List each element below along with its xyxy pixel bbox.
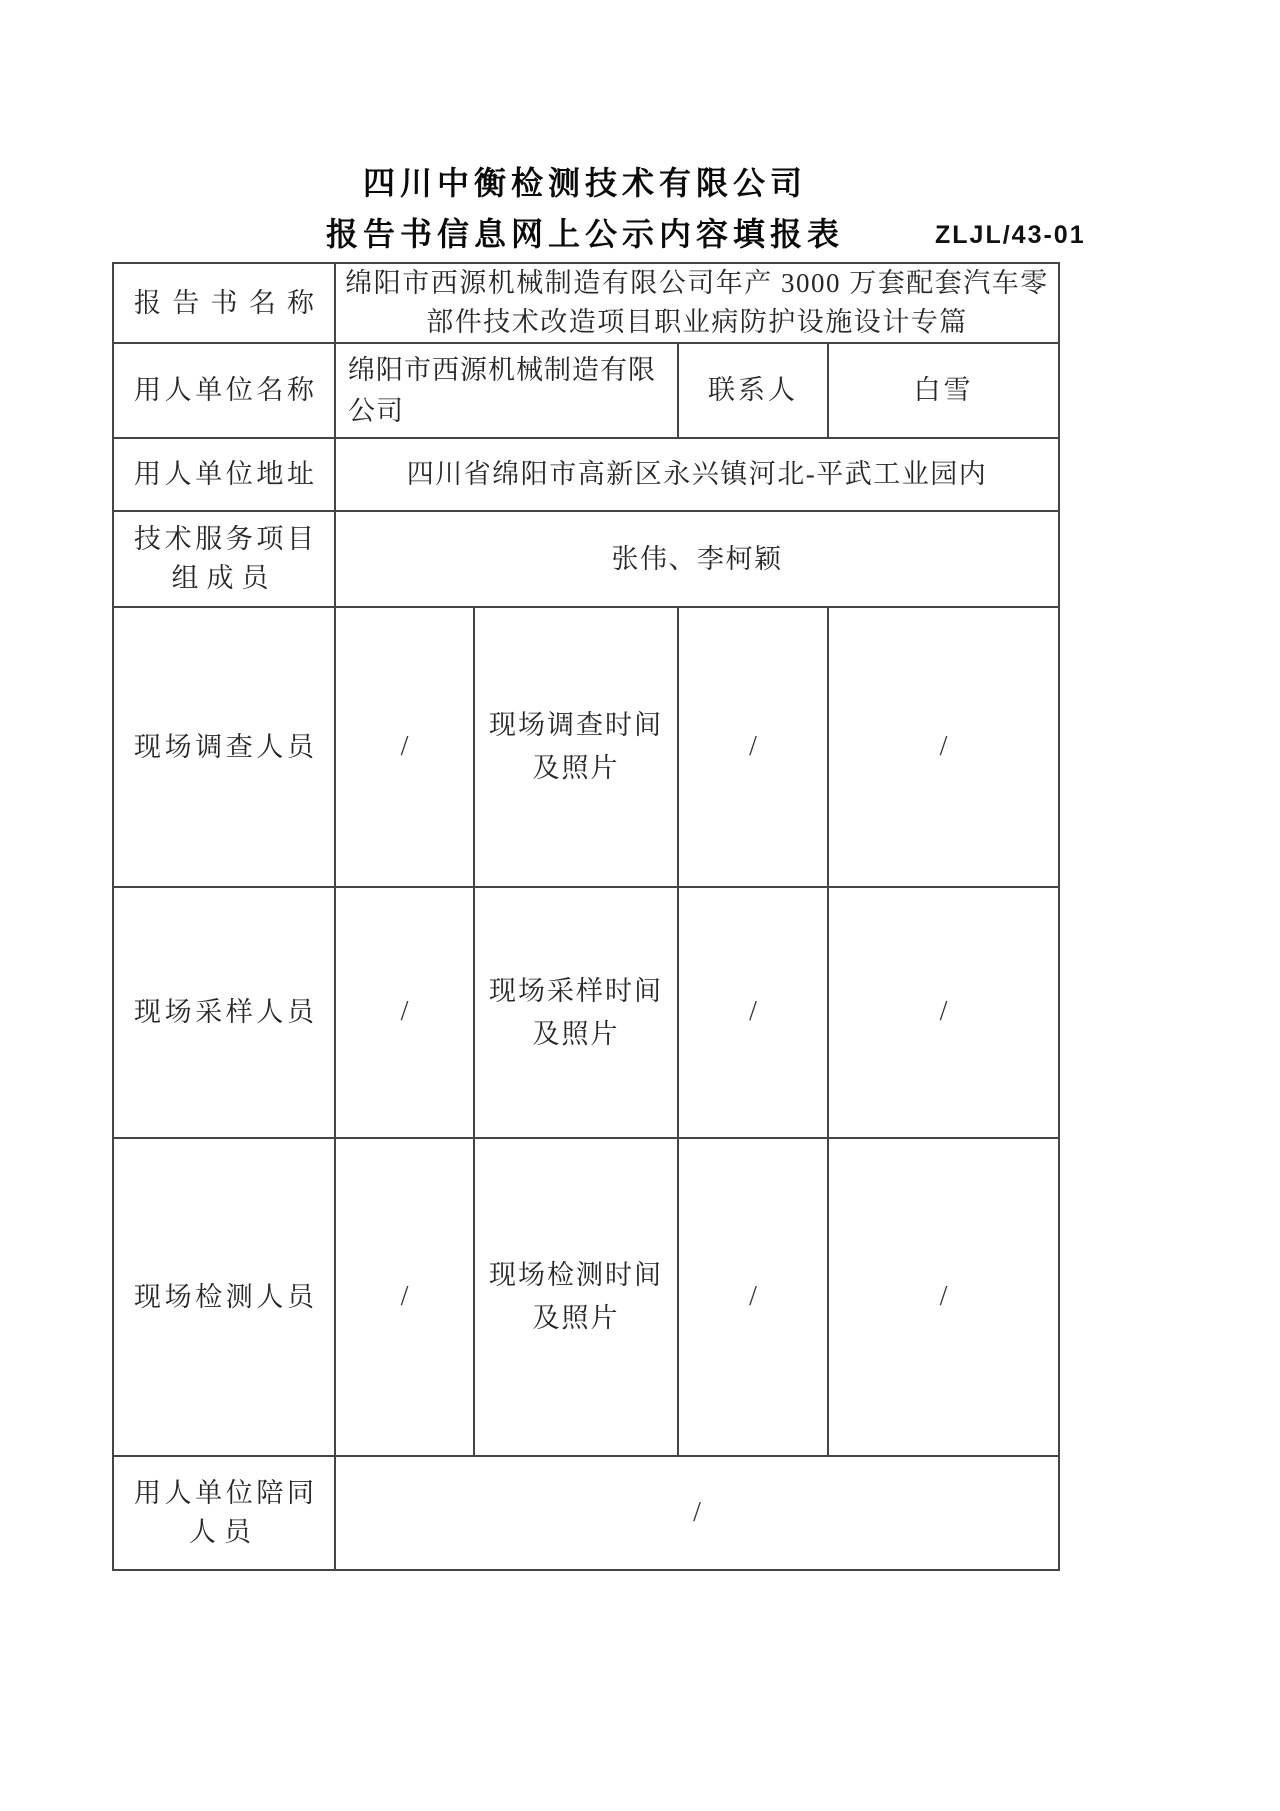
testing-time-value-cell bbox=[678, 1138, 828, 1456]
employer-address-label: 用人单位地址 bbox=[134, 459, 314, 490]
testing-time-label-line2: 及照片 bbox=[532, 1303, 620, 1334]
escort-label-cell bbox=[113, 1456, 335, 1570]
employer-address-label-cell bbox=[113, 438, 335, 511]
row-survey bbox=[113, 607, 1059, 887]
sampling-photo-value-cell bbox=[828, 887, 1059, 1138]
testing-photo-value-cell bbox=[828, 1138, 1059, 1456]
escort-value-cell bbox=[335, 1456, 1059, 1570]
testing-time-label-cell bbox=[474, 1138, 678, 1456]
escort-label-line2: 人员 bbox=[189, 1517, 259, 1548]
survey-person-cell bbox=[335, 607, 474, 887]
report-name-line2: 部件技术改造项目职业病防护设施设计专篇 bbox=[426, 307, 968, 338]
report-name-value-cell bbox=[335, 263, 1059, 343]
service-team-value-cell bbox=[335, 511, 1059, 607]
form-title: 报告书信息网上公示内容填报表 bbox=[325, 216, 844, 252]
survey-time-value: / bbox=[749, 730, 757, 762]
survey-label-cell bbox=[113, 607, 335, 887]
contact-value: 白雪 bbox=[913, 375, 974, 406]
sampling-time-value-cell bbox=[678, 887, 828, 1138]
testing-time-label-line1: 现场检测时间 bbox=[489, 1260, 663, 1291]
contact-label-cell bbox=[678, 343, 828, 438]
service-team-label-cell bbox=[113, 511, 335, 607]
form-code: ZLJL/43-01 bbox=[935, 221, 1086, 249]
row-report-name bbox=[113, 263, 1059, 343]
testing-time-value: / bbox=[749, 1280, 757, 1312]
survey-time-label-line1: 现场调查时间 bbox=[489, 710, 663, 741]
row-employer-address bbox=[113, 438, 1059, 511]
employer-name-label: 用人单位名称 bbox=[134, 375, 314, 406]
sampling-time-label-cell bbox=[474, 887, 678, 1138]
service-team-value: 张伟、李柯颖 bbox=[611, 543, 783, 574]
report-name-line1: 绵阳市西源机械制造有限公司年产 3000 万套配套汽车零 bbox=[345, 268, 1049, 298]
report-name-label-cell bbox=[113, 263, 335, 343]
company-title: 四川中衡检测技术有限公司 bbox=[362, 165, 807, 201]
testing-label-cell bbox=[113, 1138, 335, 1456]
sampling-label-cell bbox=[113, 887, 335, 1138]
contact-label: 联系人 bbox=[708, 375, 798, 406]
sampling-time-label-line2: 及照片 bbox=[532, 1018, 620, 1049]
row-service-team bbox=[113, 511, 1059, 607]
survey-time-value-cell bbox=[678, 607, 828, 887]
row-sampling bbox=[113, 887, 1059, 1138]
sampling-label: 现场采样人员 bbox=[134, 997, 314, 1028]
row-testing bbox=[113, 1138, 1059, 1456]
escort-value: / bbox=[693, 1496, 701, 1528]
contact-value-cell bbox=[828, 343, 1059, 438]
survey-label: 现场调查人员 bbox=[134, 731, 314, 762]
employer-name-value-cell bbox=[335, 343, 678, 438]
survey-time-label-line2: 及照片 bbox=[532, 753, 620, 784]
testing-person-cell bbox=[335, 1138, 474, 1456]
report-name-label: 报告书名称 bbox=[134, 287, 314, 318]
survey-time-label-cell bbox=[474, 607, 678, 887]
survey-photo-value: / bbox=[939, 730, 948, 762]
service-team-label-line1: 技术服务项目 bbox=[134, 524, 314, 555]
employer-address-value: 四川省绵阳市高新区永兴镇河北-平武工业园内 bbox=[406, 459, 988, 490]
employer-name-value: 绵阳市西源机械制造有限公司 bbox=[348, 355, 656, 426]
sampling-person-value: / bbox=[400, 996, 409, 1028]
sampling-time-value: / bbox=[749, 996, 757, 1028]
employer-address-value-cell bbox=[335, 438, 1059, 511]
survey-photo-value-cell bbox=[828, 607, 1059, 887]
sampling-time-label-line1: 现场采样时间 bbox=[489, 975, 663, 1006]
testing-label: 现场检测人员 bbox=[134, 1281, 314, 1312]
sampling-photo-value: / bbox=[939, 996, 948, 1028]
testing-photo-value: / bbox=[939, 1280, 948, 1312]
row-employer-name bbox=[113, 343, 1059, 438]
row-escort bbox=[113, 1456, 1059, 1570]
sampling-person-cell bbox=[335, 887, 474, 1138]
employer-name-label-cell bbox=[113, 343, 335, 438]
testing-person-value: / bbox=[400, 1280, 409, 1312]
service-team-label-line2: 组成员 bbox=[171, 563, 277, 594]
survey-person-value: / bbox=[400, 730, 409, 762]
report-info-table bbox=[112, 262, 1060, 1571]
escort-label-line1: 用人单位陪同 bbox=[134, 1478, 314, 1509]
